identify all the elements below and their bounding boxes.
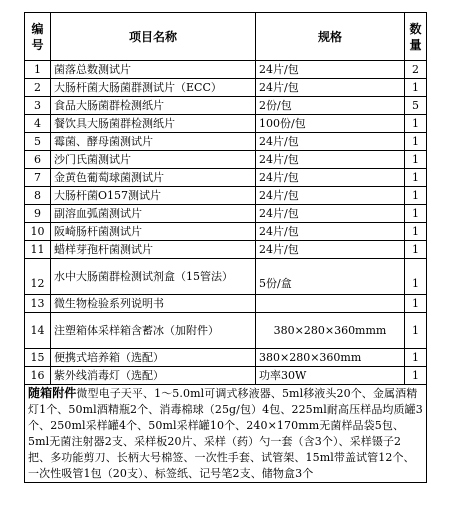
row-name: 水中大肠菌群检测试剂盒（15管法）: [51, 259, 256, 295]
header-no: 编号: [25, 13, 51, 61]
row-qty: 5: [405, 97, 427, 115]
row-spec: 24片/包: [256, 187, 405, 205]
row-spec: 100份/包: [256, 115, 405, 133]
header-qty: 数量: [405, 13, 427, 61]
row-name: 金黄色葡萄球菌测试片: [51, 169, 256, 187]
row-qty: 1: [405, 241, 427, 259]
row-qty: 1: [405, 133, 427, 151]
table-row: [25, 205, 427, 223]
table-row: [25, 349, 427, 367]
table-row: [25, 97, 427, 115]
row-no: 2: [25, 79, 51, 97]
row-no: 6: [25, 151, 51, 169]
table-row: [25, 115, 427, 133]
row-qty: 1: [405, 169, 427, 187]
table-row: [25, 133, 427, 151]
row-no: 9: [25, 205, 51, 223]
table-row: [25, 151, 427, 169]
row-no: 12: [25, 259, 51, 295]
table-row: [25, 259, 427, 295]
row-qty: 1: [405, 367, 427, 385]
row-qty: 1: [405, 349, 427, 367]
header-name: 项目名称: [51, 13, 256, 61]
row-name: 紫外线消毒灯（选配）: [51, 367, 256, 385]
row-name: 阪崎肠杆菌测试片: [51, 223, 256, 241]
row-no: 4: [25, 115, 51, 133]
row-no: 14: [25, 313, 51, 349]
row-qty: 2: [405, 61, 427, 79]
row-no: 7: [25, 169, 51, 187]
row-no: 13: [25, 295, 51, 313]
row-qty: 1: [405, 115, 427, 133]
row-spec: 24片/包: [256, 61, 405, 79]
row-spec: 380×280×360mmm: [256, 313, 405, 349]
row-spec: [256, 295, 405, 313]
table-row: [25, 367, 427, 385]
row-name: 蜡样芽孢杆菌测试片: [51, 241, 256, 259]
row-no: 10: [25, 223, 51, 241]
row-name: 霉菌、酵母菌测试片: [51, 133, 256, 151]
accessories-row: [25, 385, 427, 483]
row-qty: 1: [405, 313, 427, 349]
row-spec: 功率30W: [256, 367, 405, 385]
accessories-cell: [25, 385, 427, 483]
equipment-list-table: [24, 12, 427, 483]
row-name: 大肠杆菌O157测试片: [51, 187, 256, 205]
row-qty: 1: [405, 79, 427, 97]
row-spec: 24片/包: [256, 205, 405, 223]
table-row: [25, 295, 427, 313]
row-no: 3: [25, 97, 51, 115]
table-row: [25, 241, 427, 259]
header-row: [25, 13, 427, 61]
row-name: 副溶血弧菌测试片: [51, 205, 256, 223]
row-spec: 380×280×360mm: [256, 349, 405, 367]
row-qty: 1: [405, 259, 427, 295]
row-spec: 24片/包: [256, 169, 405, 187]
table-row: [25, 61, 427, 79]
row-name: 餐饮具大肠菌群检测纸片: [51, 115, 256, 133]
row-no: 8: [25, 187, 51, 205]
row-name: 微生物检验系列说明书: [51, 295, 256, 313]
row-name: 注塑箱体采样箱含蓄冰（加附件）: [51, 313, 256, 349]
row-qty: 1: [405, 295, 427, 313]
table-row: [25, 313, 427, 349]
row-spec: 24片/包: [256, 133, 405, 151]
header-spec: 规格: [256, 13, 405, 61]
row-qty: 1: [405, 205, 427, 223]
row-name: 菌落总数测试片: [51, 61, 256, 79]
row-name: 便携式培养箱（选配）: [51, 349, 256, 367]
table-row: [25, 169, 427, 187]
row-name: 大肠杆菌大肠菌群测试片（ECC）: [51, 79, 256, 97]
row-spec: 5份/盒: [256, 259, 405, 295]
row-spec: 2份/包: [256, 97, 405, 115]
row-spec: 24片/包: [256, 241, 405, 259]
table-row: [25, 187, 427, 205]
row-qty: 1: [405, 151, 427, 169]
row-no: 15: [25, 349, 51, 367]
table-row: [25, 79, 427, 97]
row-spec: 24片/包: [256, 223, 405, 241]
row-no: 1: [25, 61, 51, 79]
row-qty: 1: [405, 187, 427, 205]
row-qty: 1: [405, 223, 427, 241]
row-no: 11: [25, 241, 51, 259]
row-spec: 24片/包: [256, 151, 405, 169]
row-no: 5: [25, 133, 51, 151]
accessories-text: 微型电子天平、1～5.0ml可调式移液器、5ml移液头20个、金属酒精灯1个、50ml酒精瓶2个、消毒棉球（25g/包）4包、225ml耐高压样品均质罐3个、250ml采样罐4个、50ml采样罐10个、240×170mm无菌样品袋5包、5ml无菌注射器2支、采样板20片、采样（药）勺一套（含3个）、采样镊子2把、多功能剪刀、长柄大号棉签、一次性手套、试管架、15ml带盖试管12个、一次性吸管1包（20支）、标签纸、记号笔2支、储物盒3个: [28, 387, 423, 480]
accessories-title: 随箱附件: [28, 386, 77, 400]
row-name: 食品大肠菌群检测纸片: [51, 97, 256, 115]
row-spec: 24片/包: [256, 79, 405, 97]
row-no: 16: [25, 367, 51, 385]
row-name: 沙门氏菌测试片: [51, 151, 256, 169]
table-row: [25, 223, 427, 241]
